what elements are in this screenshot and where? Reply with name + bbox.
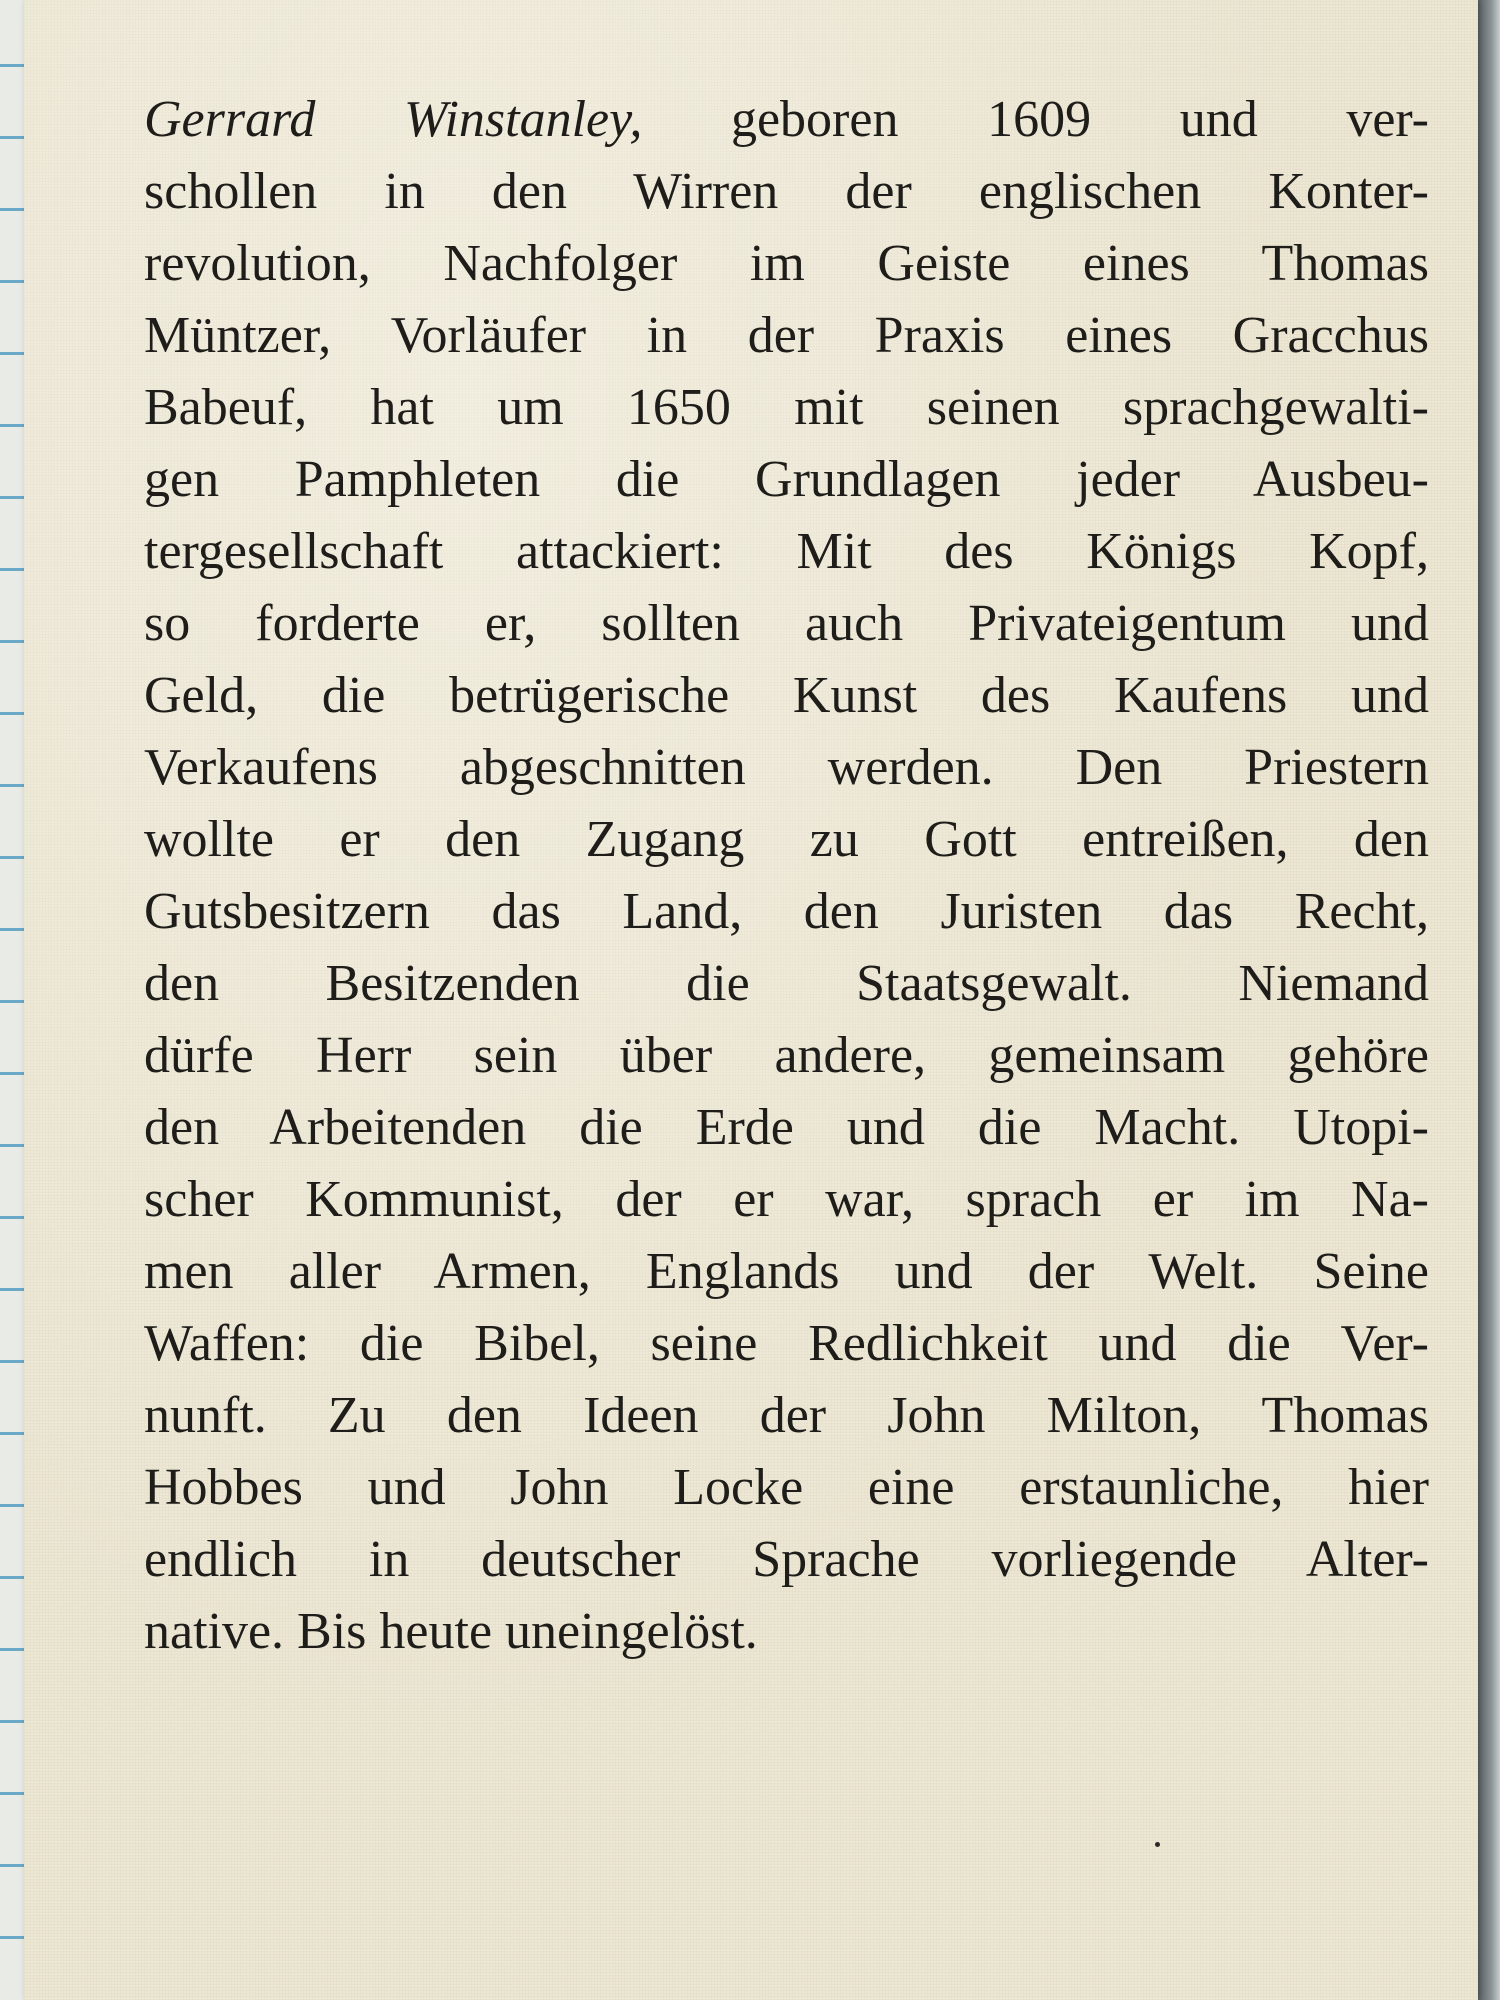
blurb-line: den Besitzenden die Staatsgewalt. Niemand	[144, 955, 1429, 1012]
blurb-line: endlich in deutscher Sprache vorliegende Alter-	[144, 1531, 1429, 1588]
blurb-line: men aller Armen, Englands und der Welt. Seine	[144, 1243, 1429, 1300]
blurb-line: so forderte er, sollten auch Privateigentum und	[144, 595, 1429, 652]
blurb-line: Gutsbesitzern das Land, den Juristen das Recht,	[144, 883, 1429, 940]
blurb-line: Verkaufens abgeschnitten werden. Den Priestern	[144, 739, 1429, 796]
blurb-line: Hobbes und John Locke eine erstaunliche, hier	[144, 1459, 1429, 1516]
blurb-line: tergesellschaft attackiert: Mit des Königs Kopf,	[144, 523, 1429, 580]
blurb-line: revolution, Nachfolger im Geiste eines Thomas	[144, 235, 1429, 292]
blurb-line: Müntzer, Vorläufer in der Praxis eines Gracchus	[144, 307, 1429, 364]
blurb-line	[144, 84, 1429, 156]
blurb-line: Babeuf, hat um 1650 mit seinen sprachgewalti-	[144, 379, 1429, 436]
blurb-line: wollte er den Zugang zu Gott entreißen, den	[144, 811, 1429, 868]
blurb-text	[144, 84, 1429, 1668]
author-name: Gerrard Winstanley,	[144, 91, 643, 148]
book-back-cover	[24, 0, 1478, 2000]
blurb-line: Geld, die betrügerische Kunst des Kaufens und	[144, 667, 1429, 724]
blurb-line: schollen in den Wirren der englischen Konter-	[144, 163, 1429, 220]
blurb-line: nunft. Zu den Ideen der John Milton, Thomas	[144, 1387, 1429, 1444]
blurb-line-rest: geboren 1609 und ver-	[642, 91, 1429, 148]
blurb-line: gen Pamphleten die Grundlagen jeder Ausbeu-	[144, 451, 1429, 508]
blurb-line: dürfe Herr sein über andere, gemeinsam gehöre	[144, 1027, 1429, 1084]
blurb-last-line: native. Bis heute uneingelöst.	[144, 1603, 758, 1660]
print-speck	[1155, 1842, 1160, 1847]
blurb-line: den Arbeitenden die Erde und die Macht. Utopi-	[144, 1099, 1429, 1156]
background-edge	[1478, 0, 1500, 2000]
blurb-line: Waffen: die Bibel, seine Redlichkeit und die Ver-	[144, 1315, 1429, 1372]
blurb-line: scher Kommunist, der er war, sprach er im Na-	[144, 1171, 1429, 1228]
